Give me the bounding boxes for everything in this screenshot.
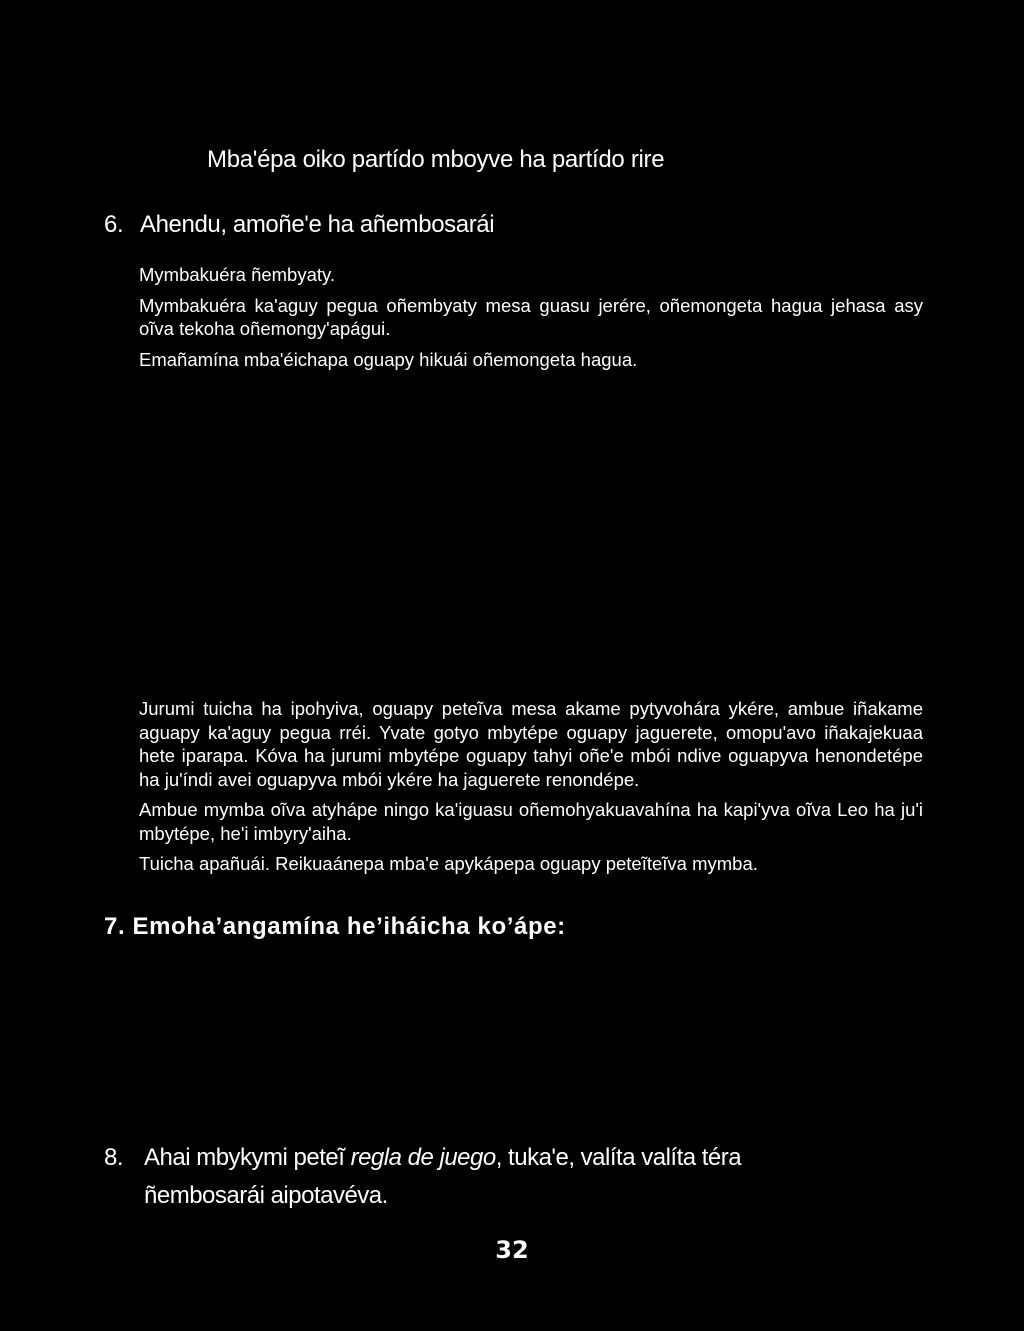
section-8-heading — [104, 1139, 741, 1215]
story-text — [139, 697, 923, 876]
section-6-heading — [104, 211, 494, 239]
paragraph: Emañamína mba'éichapa oguapy hikuái oñemongeta hagua. — [139, 348, 638, 370]
section-8-number: 8. — [104, 1144, 124, 1171]
section-6-text — [139, 263, 923, 371]
section-7-heading — [104, 913, 566, 941]
paragraph: Ambue mymba oĩva atyhápe ningo ka'iguasu oñemohyakuavahína ha kapi'yva oĩva Leo ha ju'i mbytépe, he'i imbyry'aiha. — [139, 799, 923, 844]
paragraph: Jurumi tuicha ha ipohyiva, oguapy peteĩva mesa akame pytyvohára ykére, ambue iñakame aguapy ka'aguy pegua rréi. Yvate gotyo mbytépe oguapy jaguerete, omopu'avo iñakajekuaa hete iparapa. Kóva ha jurumi mbytépe oguapy tahyi oñe'e mbói ndive oguapyva henondetépe ha ju'índi avei oguapyva mbói ykére ha jaguerete renondépe. — [139, 698, 923, 790]
section-7-title: Emoha’angamína he’iháicha ko’ápe: — [132, 913, 566, 940]
section-8-text-end: , tuka'e, valíta valíta téra — [495, 1144, 742, 1171]
page-header: Mba'épa oiko partído mboyve ha partído rire — [207, 146, 665, 173]
paragraph: Mymbakuéra ñembyaty. — [139, 264, 336, 285]
paragraph: Mymbakuéra ka'aguy pegua oñembyaty mesa guasu jerére, oñemongeta hagua jehasa asy oĩva tekoha oñemongy'apágui. — [139, 294, 923, 339]
section-8-italic-term: regla de juego — [350, 1144, 496, 1171]
page-number: 32 — [495, 1236, 529, 1264]
paragraph: Tuicha apañuái. Reikuaánepa mba'e apykápepa oguapy peteĩteĩva mymba. — [139, 853, 758, 874]
section-6-title: Ahendu, amoñe'e ha añembosarái — [140, 211, 495, 238]
section-8-text-start: Ahai mbykymi peteĩ — [144, 1144, 351, 1171]
section-6-number: 6. — [104, 211, 124, 238]
section-7-number: 7. — [104, 913, 126, 940]
section-8-line-2: ñembosarái aipotavéva. — [144, 1182, 388, 1209]
